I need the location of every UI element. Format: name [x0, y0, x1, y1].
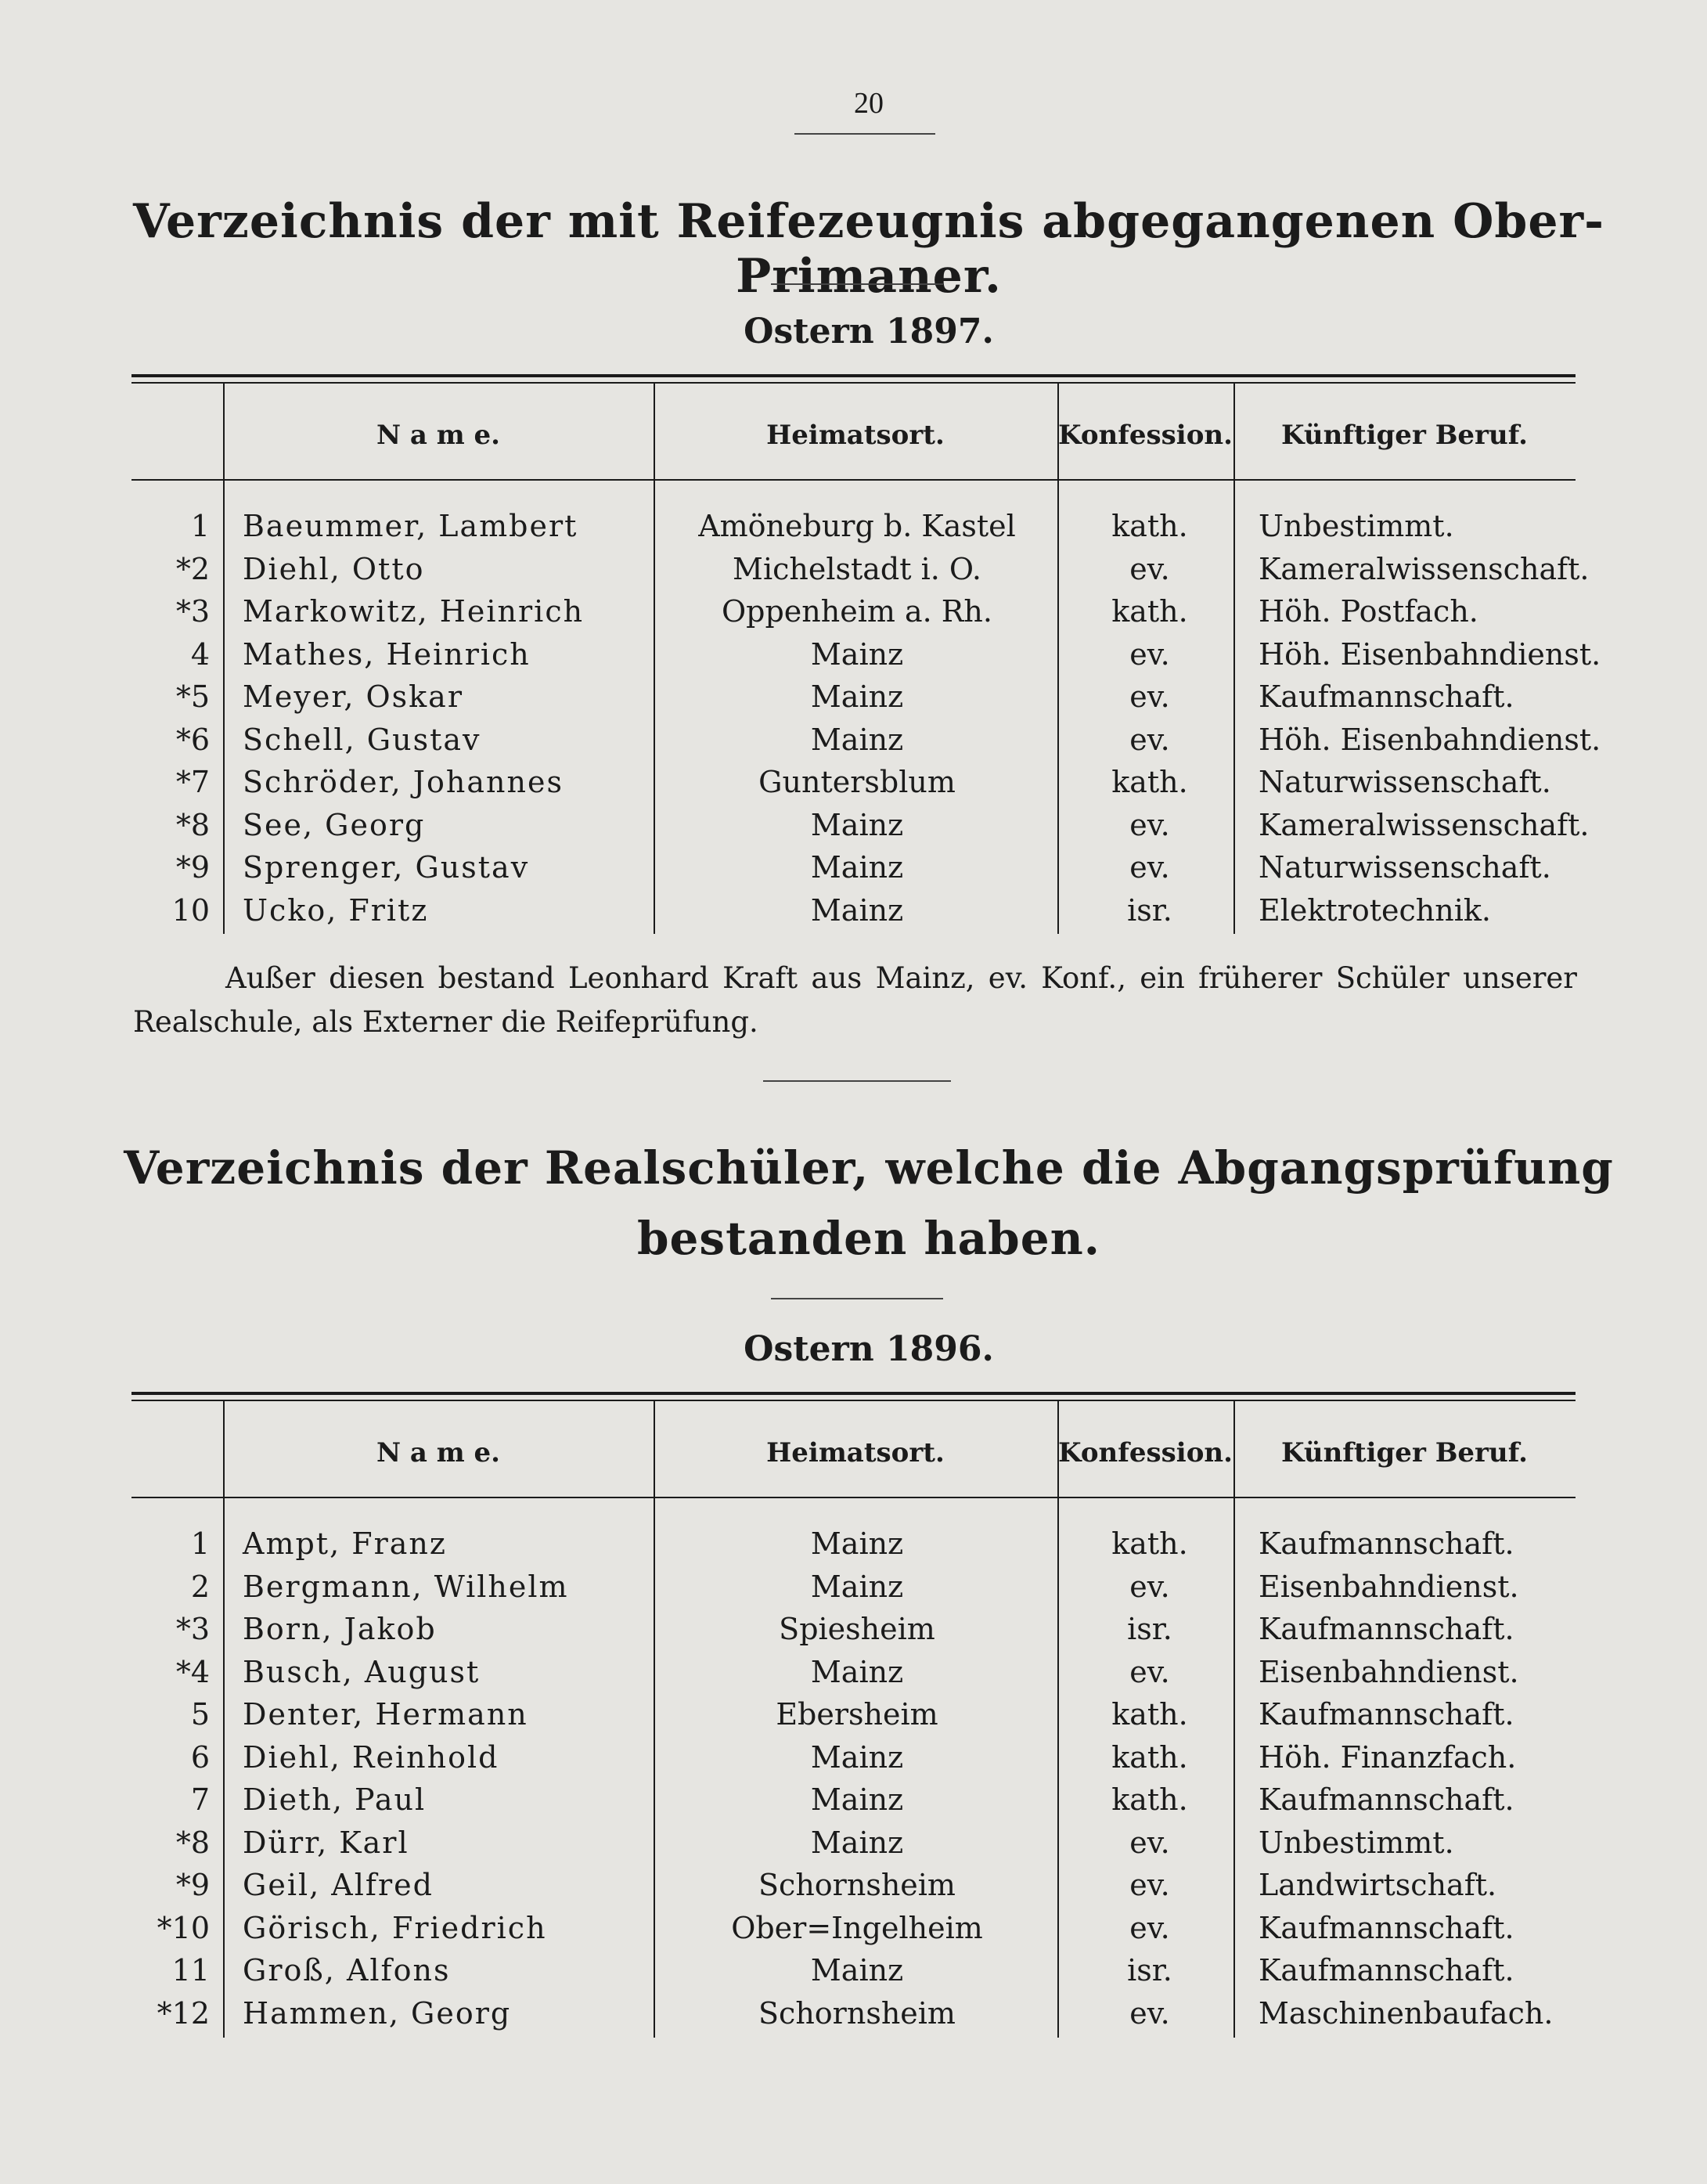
student-name: Geil, Alfred: [243, 1868, 434, 1902]
table-row: [131, 1911, 1576, 1953]
table-row: [131, 807, 1590, 850]
hometown: Mainz: [810, 722, 904, 757]
section1-note: [133, 957, 1577, 1044]
student-name: Schell, Gustav: [243, 722, 481, 757]
future-profession: Naturwissenschaft.: [1259, 765, 1551, 799]
section1-title-rule: [771, 283, 943, 285]
section2-term: Ostern 1896.: [744, 1329, 994, 1369]
row-number: 2: [190, 1569, 210, 1604]
table-row: [131, 1526, 1576, 1569]
confession: isr.: [1127, 1953, 1172, 1988]
future-profession: Naturwissenschaft.: [1259, 850, 1551, 885]
row-number: 1: [190, 1526, 210, 1561]
future-profession: Kaufmannschaft.: [1259, 1953, 1514, 1988]
hometown: Mainz: [810, 850, 904, 885]
row-number: *8: [175, 1825, 210, 1860]
student-name: Bergmann, Wilhelm: [243, 1569, 569, 1604]
future-profession: Kaufmannschaft.: [1259, 1612, 1514, 1646]
table-top-rule-thin: [131, 382, 1576, 384]
table-row: [131, 679, 1576, 722]
confession: ev.: [1129, 1868, 1170, 1902]
confession: kath.: [1111, 765, 1188, 799]
row-number: *12: [157, 1995, 210, 2031]
confession: ev.: [1129, 636, 1170, 672]
confession: ev.: [1129, 551, 1170, 586]
hometown: Mainz: [810, 636, 904, 672]
confession: isr.: [1127, 892, 1172, 928]
student-name: Mathes, Heinrich: [243, 636, 531, 672]
table-row: [131, 850, 1576, 892]
confession: ev.: [1129, 679, 1170, 714]
future-profession: Kameralwissenschaft.: [1259, 807, 1590, 842]
student-name: Born, Jakob: [243, 1612, 437, 1646]
header-rule: [131, 479, 1576, 481]
hometown: Ober=Ingelheim: [731, 1910, 983, 1945]
table-row: [131, 893, 1576, 935]
future-profession: Kameralwissenschaft.: [1259, 551, 1590, 586]
future-profession: Kaufmannschaft.: [1259, 1910, 1514, 1945]
student-name: Ampt, Franz: [243, 1526, 447, 1561]
row-number: *9: [175, 1868, 210, 1902]
header-name: N a m e.: [376, 1437, 501, 1469]
table-row: [131, 1825, 1576, 1868]
row-number: 7: [190, 1782, 210, 1817]
row-number: 6: [190, 1739, 210, 1775]
header-profession: Künftiger Beruf.: [1281, 1437, 1528, 1469]
student-name: Busch, August: [243, 1654, 481, 1689]
table-row: [131, 1655, 1576, 1697]
row-number: *9: [175, 850, 210, 885]
student-name: Görisch, Friedrich: [243, 1910, 547, 1945]
table-row: [131, 1612, 1576, 1654]
confession: kath.: [1111, 594, 1188, 629]
hometown: Mainz: [810, 1569, 904, 1604]
row-number: 4: [190, 636, 210, 672]
section2-title-rule: [771, 1298, 943, 1299]
table-row: [131, 594, 1576, 636]
header-confession: Konfession.: [1058, 420, 1233, 451]
future-profession: Höh. Postfach.: [1259, 594, 1478, 629]
note-line: Realschule, als Externer die Reifeprüfung.: [133, 1005, 758, 1039]
note-line: Außer diesen bestand Leonhard Kraft aus Mainz, ev. Konf., ein früherer Schüler unserer: [225, 961, 1577, 995]
section1-title: Verzeichnis der mit Reifezeugnis abgegangenen Ober-Primaner.: [132, 194, 1605, 304]
row-number: *10: [157, 1910, 210, 1945]
student-name: Schröder, Johannes: [243, 765, 564, 799]
hometown: Schornsheim: [758, 1995, 956, 2031]
hometown: Mainz: [810, 679, 904, 714]
hometown: Ebersheim: [776, 1697, 938, 1732]
row-number: *6: [175, 722, 210, 757]
hometown: Michelstadt i. O.: [733, 551, 981, 586]
student-name: Diehl, Otto: [243, 551, 425, 586]
student-name: Diehl, Reinhold: [243, 1739, 499, 1775]
header-home: Heimatsort.: [766, 420, 945, 451]
row-number: 10: [171, 892, 210, 928]
future-profession: Kaufmannschaft.: [1259, 1782, 1514, 1817]
table-row: [131, 1953, 1576, 1995]
confession: ev.: [1129, 1654, 1170, 1689]
hometown: Mainz: [810, 1953, 904, 1988]
hometown: Mainz: [810, 1654, 904, 1689]
table-row: [131, 722, 1601, 765]
section2-title-cont: bestanden haben.: [636, 1212, 1101, 1265]
future-profession: Höh. Eisenbahndienst.: [1259, 722, 1601, 757]
future-profession: Höh. Eisenbahndienst.: [1259, 636, 1601, 672]
hometown: Mainz: [810, 1825, 904, 1860]
section-divider: [763, 1080, 951, 1082]
hometown: Oppenheim a. Rh.: [722, 594, 992, 629]
student-name: Markowitz, Heinrich: [243, 594, 585, 629]
confession: ev.: [1129, 807, 1170, 842]
header-rule: [131, 1497, 1576, 1498]
row-number: 11: [171, 1953, 210, 1988]
future-profession: Unbestimmt.: [1259, 509, 1454, 543]
hometown: Mainz: [810, 1782, 904, 1817]
future-profession: Kaufmannschaft.: [1259, 1526, 1514, 1561]
hometown: Schornsheim: [758, 1868, 956, 1902]
table-section1: [131, 374, 1601, 938]
future-profession: Landwirtschaft.: [1259, 1868, 1497, 1902]
section2-title: Verzeichnis der Realschüler, welche die Abgangsprüfung: [124, 1141, 1614, 1195]
future-profession: Eisenbahndienst.: [1259, 1654, 1519, 1689]
row-number: *4: [175, 1654, 210, 1689]
row-number: *5: [175, 679, 210, 714]
table-row: [131, 1570, 1576, 1612]
table-top-rule-thin: [131, 1400, 1576, 1401]
table-top-rule: [131, 1392, 1576, 1395]
table-row: [131, 509, 1576, 551]
student-name: See, Georg: [243, 807, 426, 842]
page-number: 20: [854, 87, 884, 120]
student-name: Dürr, Karl: [243, 1825, 409, 1860]
table-row: [131, 1996, 1576, 2038]
confession: isr.: [1127, 1612, 1172, 1646]
confession: kath.: [1111, 509, 1188, 543]
confession: ev.: [1129, 1995, 1170, 2031]
student-name: Groß, Alfons: [243, 1953, 451, 1988]
confession: kath.: [1111, 1739, 1188, 1775]
confession: kath.: [1111, 1697, 1188, 1732]
row-number: *3: [175, 1612, 210, 1646]
row-number: 1: [190, 509, 210, 543]
hometown: Mainz: [810, 1526, 904, 1561]
hometown: Mainz: [810, 892, 904, 928]
row-number: *8: [175, 807, 210, 842]
table-row: [131, 1868, 1576, 1910]
student-name: Ucko, Fritz: [243, 892, 429, 928]
hometown: Guntersblum: [758, 765, 956, 799]
future-profession: Eisenbahndienst.: [1259, 1569, 1519, 1604]
row-number: *3: [175, 594, 210, 629]
confession: ev.: [1129, 722, 1170, 757]
future-profession: Maschinenbaufach.: [1259, 1995, 1554, 2031]
student-name: Hammen, Georg: [243, 1995, 512, 2031]
section1-term: Ostern 1897.: [744, 312, 994, 351]
table-row: [131, 1740, 1576, 1782]
table-row: [131, 636, 1601, 679]
student-name: Baeummer, Lambert: [243, 509, 578, 543]
header-confession: Konfession.: [1058, 1437, 1233, 1469]
student-name: Sprenger, Gustav: [243, 850, 530, 885]
student-name: Denter, Hermann: [243, 1697, 528, 1732]
table-row: [131, 1782, 1576, 1825]
future-profession: Unbestimmt.: [1259, 1825, 1454, 1860]
student-name: Dieth, Paul: [243, 1782, 427, 1817]
future-profession: Kaufmannschaft.: [1259, 679, 1514, 714]
confession: ev.: [1129, 1910, 1170, 1945]
confession: ev.: [1129, 1569, 1170, 1604]
confession: kath.: [1111, 1782, 1188, 1817]
future-profession: Höh. Finanzfach.: [1259, 1739, 1517, 1775]
student-name: Meyer, Oskar: [243, 679, 464, 714]
table-section2: [131, 1392, 1576, 2042]
future-profession: Elektrotechnik.: [1259, 892, 1491, 928]
hometown: Spiesheim: [779, 1612, 935, 1646]
header-home: Heimatsort.: [766, 1437, 945, 1469]
table-row: [131, 1697, 1576, 1739]
header-name: N a m e.: [376, 420, 501, 451]
confession: ev.: [1129, 1825, 1170, 1860]
hometown: Mainz: [810, 807, 904, 842]
hometown: Mainz: [810, 1739, 904, 1775]
table-top-rule: [131, 374, 1576, 377]
confession: kath.: [1111, 1526, 1188, 1561]
future-profession: Kaufmannschaft.: [1259, 1697, 1514, 1732]
header-profession: Künftiger Beruf.: [1281, 420, 1528, 451]
confession: ev.: [1129, 850, 1170, 885]
table-row: [131, 765, 1576, 807]
page-number-rule: [794, 133, 935, 135]
row-number: *2: [175, 551, 210, 586]
hometown: Amöneburg b. Kastel: [698, 509, 1016, 543]
row-number: *7: [175, 765, 210, 799]
row-number: 5: [190, 1697, 210, 1732]
table-row: [131, 551, 1590, 594]
